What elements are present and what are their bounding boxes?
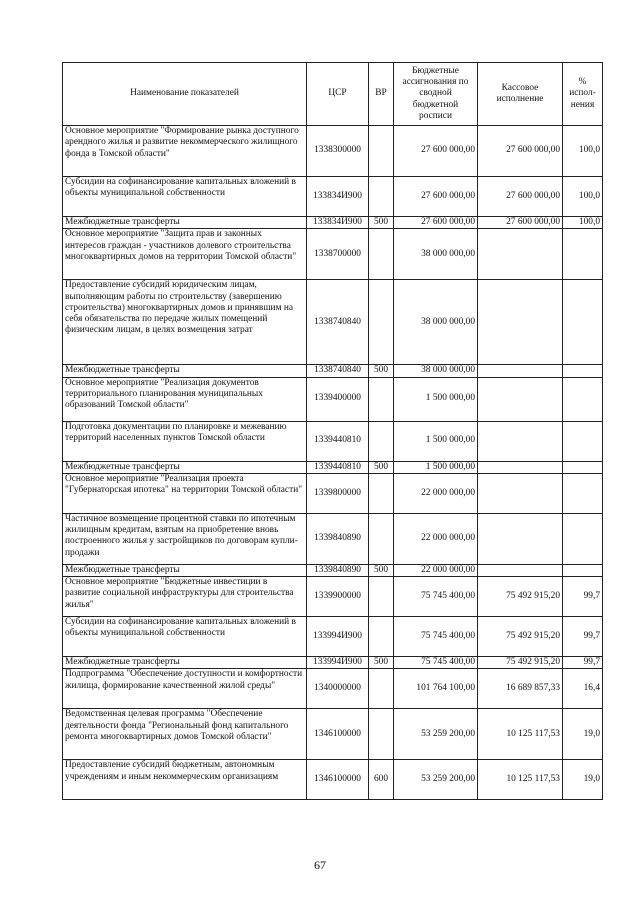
row-cash-cell: 10 125 117,53 bbox=[478, 760, 563, 800]
table-row bbox=[63, 365, 603, 377]
row-percent-cell: 99,7 bbox=[563, 657, 603, 669]
row-percent-cell bbox=[563, 421, 603, 461]
row-code-cell: 1346100000 bbox=[307, 760, 369, 800]
row-cash-cell: 75 492 915,20 bbox=[478, 617, 563, 657]
row-cash-cell: 75 492 915,20 bbox=[478, 577, 563, 617]
row-cash-cell: 16 689 857,33 bbox=[478, 669, 563, 709]
row-name-cell: Субсидии на софинансирование капитальных вложений в объекты муниципальной собственности bbox=[63, 617, 307, 657]
row-name-cell: Основное мероприятие "Бюджетные инвестиции в развитие социальной инфраструктуры для строительства жилья" bbox=[63, 577, 307, 617]
table-row bbox=[63, 577, 603, 617]
row-code-cell: 1338740840 bbox=[307, 280, 369, 365]
row-code-cell: 1339900000 bbox=[307, 577, 369, 617]
table-row bbox=[63, 280, 603, 365]
row-percent-cell: 16,4 bbox=[563, 669, 603, 709]
row-cash-cell bbox=[478, 377, 563, 421]
row-code-cell: 1339840890 bbox=[307, 564, 369, 576]
row-code-cell: 133834И900 bbox=[307, 217, 369, 229]
row-name-cell: Субсидии на софинансирование капитальных вложений в объекты муниципальной собственности bbox=[63, 177, 307, 217]
row-code-cell: 1339440810 bbox=[307, 461, 369, 473]
row-vr-cell: 500 bbox=[369, 564, 394, 576]
row-name-cell: Основное мероприятие "Защита прав и законных интересов граждан - участников долевого строительства многоквартирных домов на территории Томской области" bbox=[63, 229, 307, 280]
row-code-cell: 1339440810 bbox=[307, 421, 369, 461]
row-budget-cell: 75 745 400,00 bbox=[394, 617, 478, 657]
row-vr-cell bbox=[369, 229, 394, 280]
row-percent-cell bbox=[563, 473, 603, 513]
row-cash-cell bbox=[478, 513, 563, 564]
row-name-cell: Межбюджетные трансферты bbox=[63, 365, 307, 377]
table-row bbox=[63, 217, 603, 229]
row-cash-cell: 10 125 117,53 bbox=[478, 709, 563, 760]
row-budget-cell: 22 000 000,00 bbox=[394, 513, 478, 564]
row-cash-cell: 27 600 000,00 bbox=[478, 126, 563, 177]
row-budget-cell: 38 000 000,00 bbox=[394, 280, 478, 365]
row-code-cell: 1339800000 bbox=[307, 473, 369, 513]
row-cash-cell: 75 492 915,20 bbox=[478, 657, 563, 669]
row-code-cell: 1339400000 bbox=[307, 377, 369, 421]
row-name-cell: Межбюджетные трансферты bbox=[63, 564, 307, 576]
header-cash: Кассовое исполнение bbox=[478, 63, 563, 126]
row-vr-cell bbox=[369, 617, 394, 657]
row-cash-cell bbox=[478, 229, 563, 280]
row-cash-cell bbox=[478, 461, 563, 473]
row-budget-cell: 1 500 000,00 bbox=[394, 421, 478, 461]
row-code-cell: 133994И900 bbox=[307, 617, 369, 657]
row-budget-cell: 27 600 000,00 bbox=[394, 217, 478, 229]
row-budget-cell: 22 000 000,00 bbox=[394, 473, 478, 513]
row-vr-cell bbox=[369, 473, 394, 513]
header-row bbox=[63, 63, 603, 126]
row-vr-cell: 500 bbox=[369, 217, 394, 229]
row-name-cell: Подпрограмма "Обеспечение доступности и комфортности жилища, формирование качественной жилой среды" bbox=[63, 669, 307, 709]
row-budget-cell: 101 764 100,00 bbox=[394, 669, 478, 709]
table-row bbox=[63, 126, 603, 177]
row-code-cell: 1338300000 bbox=[307, 126, 369, 177]
row-percent-cell: 99,7 bbox=[563, 577, 603, 617]
row-vr-cell bbox=[369, 577, 394, 617]
row-budget-cell: 27 600 000,00 bbox=[394, 126, 478, 177]
row-budget-cell: 53 259 200,00 bbox=[394, 709, 478, 760]
row-code-cell: 1338740840 bbox=[307, 365, 369, 377]
row-vr-cell bbox=[369, 177, 394, 217]
row-percent-cell: 99,7 bbox=[563, 617, 603, 657]
row-vr-cell bbox=[369, 280, 394, 365]
row-vr-cell: 500 bbox=[369, 365, 394, 377]
row-vr-cell: 500 bbox=[369, 461, 394, 473]
row-name-cell: Частичное возмещение процентной ставки по ипотечным жилищным кредитам, взятым на приобретение вновь построенного жилья у застройщиков по договорам купли-продажи bbox=[63, 513, 307, 564]
table-row bbox=[63, 669, 603, 709]
row-budget-cell: 38 000 000,00 bbox=[394, 365, 478, 377]
table-row bbox=[63, 421, 603, 461]
table-row bbox=[63, 377, 603, 421]
budget-execution-table bbox=[62, 62, 603, 800]
row-budget-cell: 53 259 200,00 bbox=[394, 760, 478, 800]
row-percent-cell bbox=[563, 564, 603, 576]
row-percent-cell bbox=[563, 377, 603, 421]
page-number: 67 bbox=[314, 858, 326, 872]
row-budget-cell: 75 745 400,00 bbox=[394, 577, 478, 617]
row-vr-cell: 500 bbox=[369, 657, 394, 669]
row-budget-cell: 22 000 000,00 bbox=[394, 564, 478, 576]
row-name-cell: Основное мероприятие "Реализация проекта "Губернаторская ипотека" на территории Томской области" bbox=[63, 473, 307, 513]
row-cash-cell bbox=[478, 473, 563, 513]
table-row bbox=[63, 657, 603, 669]
row-percent-cell bbox=[563, 513, 603, 564]
table-row bbox=[63, 229, 603, 280]
row-percent-cell: 100,0 bbox=[563, 177, 603, 217]
row-budget-cell: 38 000 000,00 bbox=[394, 229, 478, 280]
header-budget: Бюджетные ассигнования по сводной бюджетной росписи bbox=[394, 63, 478, 126]
row-code-cell: 133994И900 bbox=[307, 657, 369, 669]
row-budget-cell: 75 745 400,00 bbox=[394, 657, 478, 669]
row-vr-cell bbox=[369, 126, 394, 177]
row-percent-cell: 19,0 bbox=[563, 760, 603, 800]
table-row bbox=[63, 709, 603, 760]
row-name-cell: Подготовка документации по планировке и межеванию территорий населенных пунктов Томской области bbox=[63, 421, 307, 461]
table-row bbox=[63, 177, 603, 217]
header-vr: ВР bbox=[369, 63, 394, 126]
row-name-cell: Межбюджетные трансферты bbox=[63, 461, 307, 473]
row-name-cell: Предоставление субсидий бюджетным, автономным учреждениям и иным некоммерческим организациям bbox=[63, 760, 307, 800]
row-vr-cell bbox=[369, 709, 394, 760]
row-percent-cell bbox=[563, 365, 603, 377]
table-row bbox=[63, 564, 603, 576]
table-row bbox=[63, 461, 603, 473]
row-percent-cell: 19,0 bbox=[563, 709, 603, 760]
row-vr-cell: 600 bbox=[369, 760, 394, 800]
row-vr-cell bbox=[369, 513, 394, 564]
row-percent-cell bbox=[563, 229, 603, 280]
header-name: Наименование показателей bbox=[63, 63, 307, 126]
row-percent-cell bbox=[563, 280, 603, 365]
row-budget-cell: 1 500 000,00 bbox=[394, 377, 478, 421]
row-cash-cell bbox=[478, 564, 563, 576]
row-code-cell: 1339840890 bbox=[307, 513, 369, 564]
row-percent-cell: 100,0 bbox=[563, 126, 603, 177]
table-row bbox=[63, 760, 603, 800]
row-name-cell: Межбюджетные трансферты bbox=[63, 657, 307, 669]
row-cash-cell bbox=[478, 365, 563, 377]
header-percent: % испол-нения bbox=[563, 63, 603, 126]
row-name-cell: Ведомственная целевая программа "Обеспечение деятельности фонда "Региональный фонд капитального ремонта многоквартирных домов Томской области" bbox=[63, 709, 307, 760]
row-cash-cell: 27 600 000,00 bbox=[478, 177, 563, 217]
row-vr-cell bbox=[369, 669, 394, 709]
row-cash-cell: 27 600 000,00 bbox=[478, 217, 563, 229]
row-name-cell: Основное мероприятие "Реализация документов территориального планирования муниципальных образований Томской области" bbox=[63, 377, 307, 421]
row-code-cell: 1346100000 bbox=[307, 709, 369, 760]
table-row bbox=[63, 617, 603, 657]
row-cash-cell bbox=[478, 421, 563, 461]
row-name-cell: Межбюджетные трансферты bbox=[63, 217, 307, 229]
row-name-cell: Предоставление субсидий юридическим лицам, выполняющим работы по строительству (завершению строительства) многоквартирных домов и принявшим на себя обязательства по передаче жилых помещений физическим лицам, в целях возмещения затрат bbox=[63, 280, 307, 365]
row-code-cell: 1340000000 bbox=[307, 669, 369, 709]
row-budget-cell: 1 500 000,00 bbox=[394, 461, 478, 473]
header-code: ЦСР bbox=[307, 63, 369, 126]
row-code-cell: 133834И900 bbox=[307, 177, 369, 217]
table-row bbox=[63, 473, 603, 513]
row-budget-cell: 27 600 000,00 bbox=[394, 177, 478, 217]
row-vr-cell bbox=[369, 377, 394, 421]
row-name-cell: Основное мероприятие "Формирование рынка доступного арендного жилья и развитие некоммерческого жилищного фонда в Томской области" bbox=[63, 126, 307, 177]
row-vr-cell bbox=[369, 421, 394, 461]
table-row bbox=[63, 513, 603, 564]
row-cash-cell bbox=[478, 280, 563, 365]
row-percent-cell: 100,0 bbox=[563, 217, 603, 229]
row-code-cell: 1338700000 bbox=[307, 229, 369, 280]
row-percent-cell bbox=[563, 461, 603, 473]
